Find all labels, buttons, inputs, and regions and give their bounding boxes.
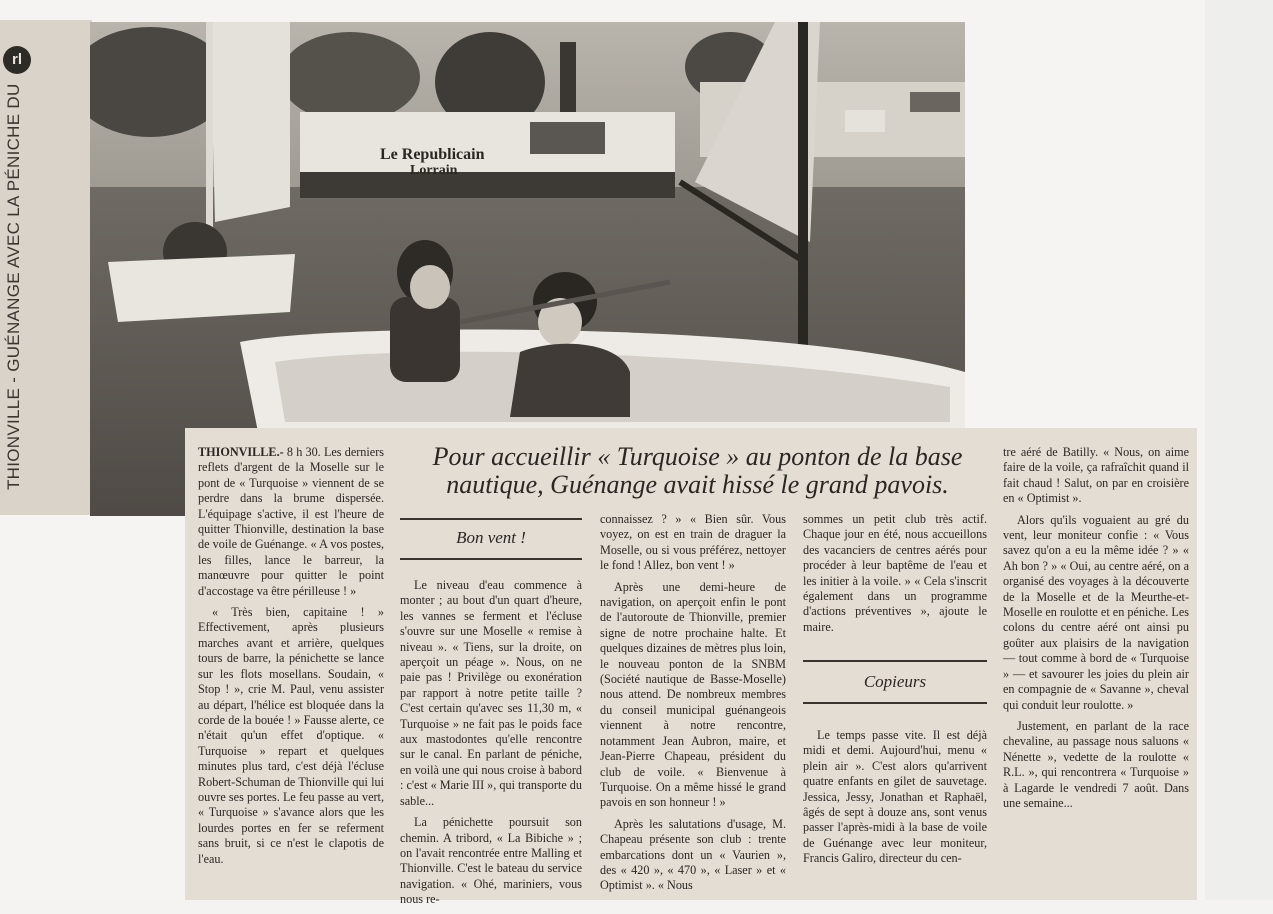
subhead-text: Bon vent !	[456, 528, 526, 547]
paragraph: Alors qu'ils voguaient au gré du vent, leur moniteur confie : « Vous savez qu'on a eu la même idée ? » « Ah bon ? » « Oui, au centre aéré, on a organisé des voyages à la découverte de la Moselle et de la Meurthe-et-Moselle en roulotte et en péniche. Les colons du centre aéré ont ainsi pu goûter aux plaisirs de la navigation — tout comme à bord de « Turquoise » — et savourer les joies du plein air en compagnie de « Savanne », cheval qui conduit leur roulotte. »	[1003, 512, 1189, 712]
paragraph: Après une demi-heure de navigation, on aperçoit enfin le pont de l'autoroute de Thionville, premier signe de notre prochaine halte. Et quelques dizaines de mètres plus loin, le nouveau ponton de la SNBM (Société nautique de Basse-Moselle) nous attend. De nombreux membres du conseil municipal guénangeois viennent à notre rencontre, notamment Jean Aubron, maire, et Jean-Pierre Chapeau, président du club de voile. « Bienvenue à Turquoise. On a même hissé le grand pavois en son honneur ! »	[600, 579, 786, 810]
column-4-bottom	[803, 728, 987, 873]
column-rule	[803, 660, 987, 662]
boat-banner-line2: Lorrain	[410, 163, 458, 178]
subhead-rule	[400, 558, 582, 560]
paragraph: La pénichette poursuit son chemin. A tribord, « La Bibiche » ; on l'avait rencontrée entre Malling et Thionville. C'est le bateau du service navigation. « Ohé, mariniers, vous nous re-	[400, 815, 582, 907]
paragraph: « Très bien, capitaine ! » Effectivement, après plusieurs marches avant et arrière, quelques tours de barre, la pénichette se lance sur les flots mosellans. Soudain, « Stop ! », crie M. Paul, venu assister au départ, l'hélice est bloquée dans la corde de la bouée ! » Fausse alerte, ce n'était qu'un effet d'optique. « Turquoise » repart et quelques minutes plus tard, c'est déjà l'écluse Robert-Schuman de Thionville qui lui ouvre ses portes. Le feu passe au vert, « Turquoise » s'avance alors que les lourdes portes en fer se referment sans bruit, si ce n'est le clapotis de l'eau.	[198, 605, 384, 866]
column-1	[198, 445, 384, 873]
column-3	[600, 512, 786, 900]
paragraph: Justement, en parlant de la race chevaline, au passage nous saluons « Nénette », vedette de la roulotte « R.L. », qui rencontrera « Turquoise » à Lagarde le vendredi 7 août. Dans une semaine...	[1003, 718, 1189, 810]
article-headline: Pour accueillir « Turquoise » au ponton de la base nautique, Guénange avait hissé le grand pavois.	[432, 442, 963, 499]
paragraph: Le temps passe vite. Il est déjà midi et demi. Aujourd'hui, menu « plein air ». C'est alors qu'arrivent quatre enfants en gilet de sauvetage. Jessica, Jessy, Jonathan et Raphaël, âgés de sept à douze ans, sont venus passer l'après-midi à la base de voile de Guénange avec leur moniteur, Francis Galiro, directeur du cen-	[803, 728, 987, 866]
republicain-lorrain-logo: rl	[3, 46, 31, 74]
column-4-top	[803, 512, 987, 641]
dateline: THIONVILLE.-	[198, 445, 284, 459]
paragraph: sommes un petit club très actif. Chaque jour en été, nous accueillons des vacanciers de centres aérés pour procéder à leur baptême de l'eau et les initier à la voile. » « Cela s'inscrit également dans un programme d'actions préventives », ajoute le maire.	[803, 512, 987, 634]
scanner-edge	[1205, 0, 1273, 900]
column-5	[1003, 445, 1189, 817]
subhead-rule	[803, 702, 987, 704]
paragraph: tre aéré de Batilly. « Nous, on aime faire de la voile, ça rafraîchit quand il fait chaud ! Salut, on par en croisière en « Optimist ».	[1003, 445, 1189, 506]
subhead-text: Copieurs	[863, 672, 927, 691]
column-rule	[400, 518, 582, 520]
subhead-bon-vent	[400, 522, 582, 560]
boat-banner-line1: Le Republicain	[380, 146, 485, 163]
paragraph: Le niveau d'eau commence à monter ; au bout d'un quart d'heure, les vannes se ferment et l'écluse s'ouvre sur une Moselle « remise à niveau ». « Tiens, sur la droite, on aperçoit un péage ». Nous, on ne paie pas ! Privilège ou exonération par rapport à notre petite taille ? C'est certain qu'avec ses 11,30 m, « Turquoise » ne fait pas le poids face aux mastodontes qu'elle rencontre sur le canal. En parlant de péniche, en voilà une qui nous croise à babord : c'est « Marie III », qui transporte du sable...	[400, 578, 582, 808]
paragraph: Après les salutations d'usage, M. Chapeau présente son club : trente embarcations dont un « Vaurien », des « 420 », « 470 », « Laser » et « Optimist ». « Nous	[600, 816, 786, 893]
paragraph: connaissez ? » « Bien sûr. Vous voyez, on est en train de draguer la Moselle, ou si vous préférez, nettoyer le fond ! Allez, bon vent ! »	[600, 512, 786, 573]
paragraph	[198, 445, 384, 599]
paragraph-text: 8 h 30. Les derniers reflets d'argent de la Moselle sur le pont de « Turquoise » viennent de se perdre dans la brume dispersée. L'équipage s'active, il est l'heure de quitter Thionville, destination la base de voile de Guénange. « A vos postes, les filles, lance le barreur, la manœuvre pour quitter le point d'accostage va être périlleuse ! »	[198, 445, 384, 598]
column-2	[400, 578, 582, 914]
subhead-copieurs	[803, 666, 987, 704]
margin-headline: THIONVILLE - GUÉNANGE AVEC LA PÉNICHE DU	[4, 83, 23, 490]
